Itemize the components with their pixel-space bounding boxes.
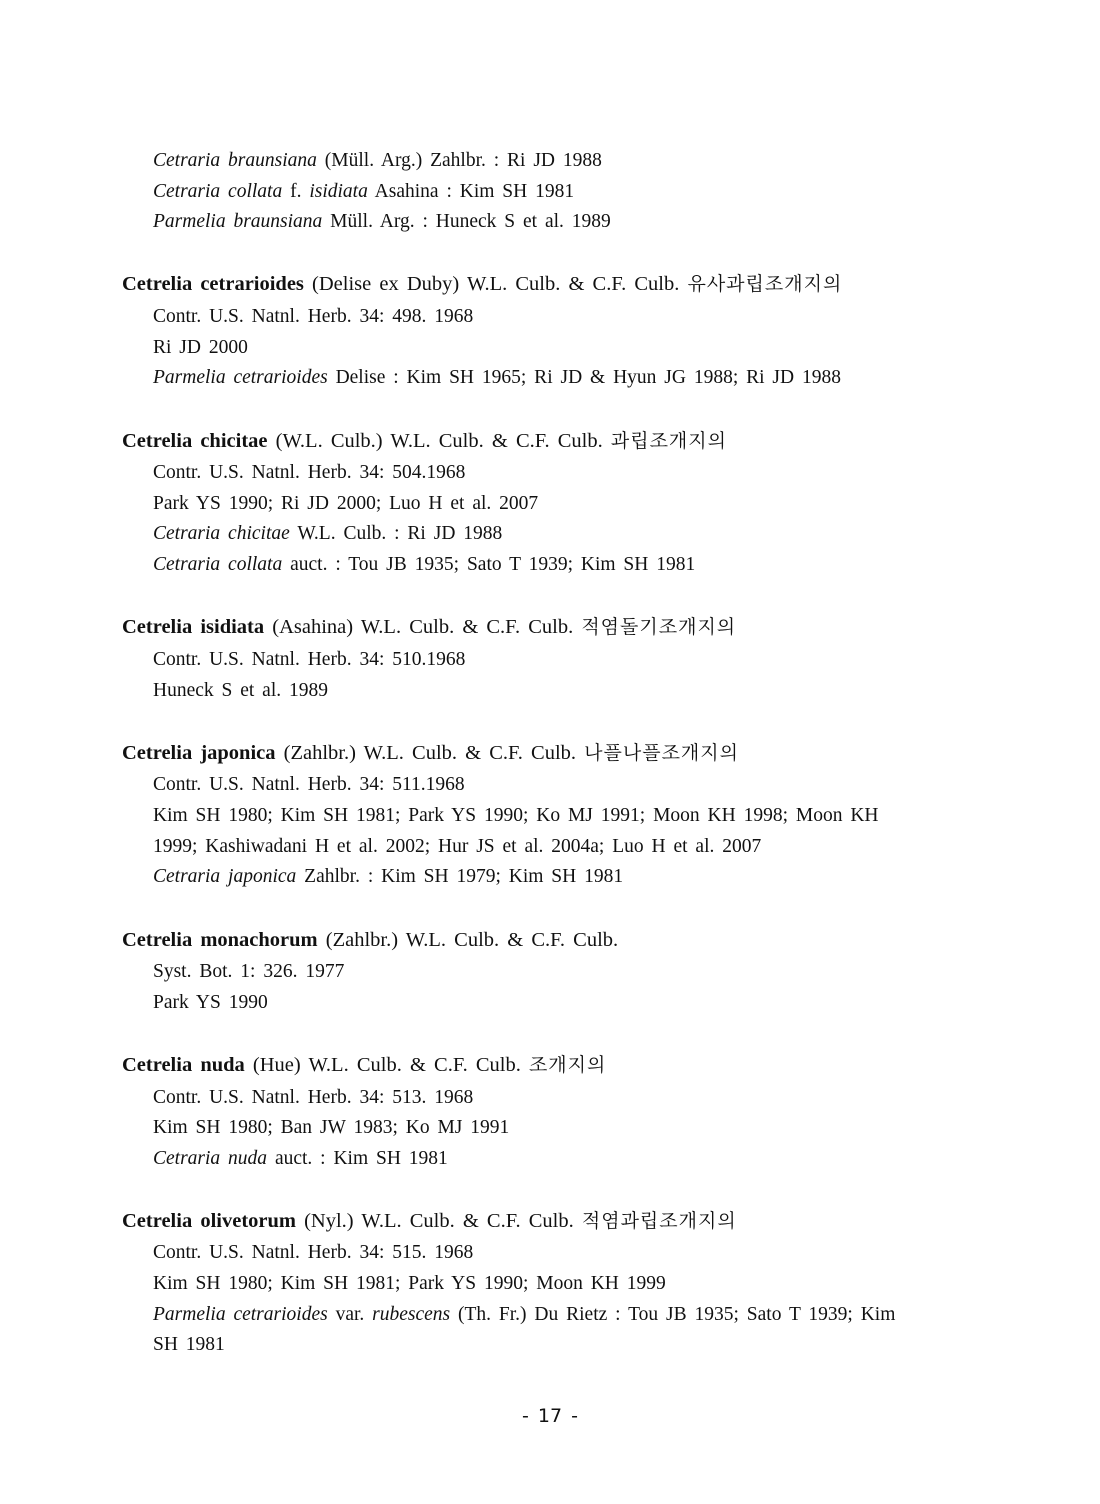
species-name: Cetrelia olivetorum [122, 1210, 296, 1232]
korean-name: 과립조개지의 [610, 430, 727, 452]
synonym-line [153, 365, 841, 391]
species-author: (Hue) W.L. Culb. & C.F. Culb. [252, 1054, 521, 1076]
synonym-name: Cetraria chicitae [153, 523, 290, 544]
synonym-detail: (Müll. Arg.) Zahlbr. : Ri JD 1988 [324, 150, 602, 171]
synonym-line [153, 209, 611, 235]
synonym-detail: Asahina : Kim SH 1981 [374, 181, 575, 202]
species-author: (Nyl.) W.L. Culb. & C.F. Culb. [304, 1210, 574, 1232]
species-author: (W.L. Culb.) W.L. Culb. & C.F. Culb. [275, 430, 603, 452]
korean-name: 조개지의 [528, 1054, 607, 1076]
synonym-detail: auct. : Kim SH 1981 [274, 1148, 448, 1169]
species-author: (Asahina) W.L. Culb. & C.F. Culb. [272, 616, 574, 638]
citation: Contr. U.S. Natnl. Herb. 34: 513. 1968 [153, 1087, 474, 1108]
species-heading [122, 428, 727, 454]
citation: Contr. U.S. Natnl. Herb. 34: 498. 1968 [153, 306, 474, 327]
citation: Contr. U.S. Natnl. Herb. 34: 504.1968 [153, 462, 466, 483]
species-author: (Zahlbr.) W.L. Culb. & C.F. Culb. [283, 742, 577, 764]
synonym-name: Parmelia cetrarioides [153, 1304, 328, 1325]
synonym-name: Cetraria collata [153, 554, 283, 575]
species-name: Cetrelia cetrarioides [122, 273, 304, 295]
synonym-name: Parmelia cetrarioides [153, 367, 328, 388]
species-heading [122, 614, 736, 640]
species-name: Cetrelia nuda [122, 1054, 245, 1076]
synonym-name: Cetraria nuda [153, 1148, 268, 1169]
species-heading [122, 927, 618, 953]
synonym-continued: SH 1981 [153, 1334, 225, 1355]
korean-name: 적염돌기조개지의 [581, 616, 737, 638]
species-author: (Zahlbr.) W.L. Culb. & C.F. Culb. [325, 929, 619, 951]
references: Park YS 1990; Ri JD 2000; Luo H et al. 2007 [153, 493, 539, 514]
species-name: Cetrelia chicitae [122, 430, 268, 452]
species-author: (Delise ex Duby) W.L. Culb. & C.F. Culb. [312, 273, 680, 295]
synonym-detail: (Th. Fr.) Du Rietz : Tou JB 1935; Sato T 1939; Kim [458, 1304, 896, 1325]
synonym-line [153, 148, 602, 174]
synonym-epithet: rubescens [372, 1304, 451, 1325]
synonym-epithet: isidiata [309, 181, 368, 202]
citation: Contr. U.S. Natnl. Herb. 34: 515. 1968 [153, 1242, 474, 1263]
species-heading [122, 1052, 606, 1078]
synonym-name: Cetraria braunsiana [153, 150, 317, 171]
synonym-name: Cetraria collata [153, 181, 283, 202]
synonym-detail: Zahlbr. : Kim SH 1979; Kim SH 1981 [304, 866, 624, 887]
references: Kim SH 1980; Ban JW 1983; Ko MJ 1991 [153, 1117, 510, 1138]
citation: Syst. Bot. 1: 326. 1977 [153, 961, 345, 982]
references: Kim SH 1980; Kim SH 1981; Park YS 1990; Moon KH 1999 [153, 1273, 666, 1294]
synonym-line [153, 521, 502, 547]
synonym-line [153, 179, 574, 205]
synonym-rank: f. [290, 181, 302, 202]
synonym-detail: auct. : Tou JB 1935; Sato T 1939; Kim SH 1981 [290, 554, 696, 575]
species-heading [122, 1208, 737, 1234]
references: Huneck S et al. 1989 [153, 680, 329, 701]
species-name: Cetrelia isidiata [122, 616, 265, 638]
species-name: Cetrelia monachorum [122, 929, 318, 951]
citation: Contr. U.S. Natnl. Herb. 34: 510.1968 [153, 649, 466, 670]
references: Park YS 1990 [153, 992, 268, 1013]
synonym-line [153, 1146, 448, 1172]
references: Kim SH 1980; Kim SH 1981; Park YS 1990; Ko MJ 1991; Moon KH 1998; Moon KH [153, 805, 879, 826]
synonym-line [153, 864, 623, 890]
korean-name: 유사과립조개지의 [687, 273, 843, 295]
species-heading [122, 740, 739, 766]
species-heading [122, 271, 842, 297]
species-name: Cetrelia japonica [122, 742, 276, 764]
synonym-line [153, 552, 695, 578]
references: Ri JD 2000 [153, 337, 248, 358]
korean-name: 나플나플조개지의 [584, 742, 739, 764]
synonym-name: Parmelia braunsiana [153, 211, 323, 232]
references-continued: 1999; Kashiwadani H et al. 2002; Hur JS et al. 2004a; Luo H et al. 2007 [153, 836, 762, 857]
page-number: - 17 - [522, 1405, 578, 1427]
synonym-detail: Delise : Kim SH 1965; Ri JD & Hyun JG 1988; Ri JD 1988 [335, 367, 841, 388]
synonym-name: Cetraria japonica [153, 866, 297, 887]
synonym-detail: W.L. Culb. : Ri JD 1988 [297, 523, 503, 544]
synonym-detail: Müll. Arg. : Huneck S et al. 1989 [330, 211, 611, 232]
synonym-line [153, 1302, 895, 1328]
citation: Contr. U.S. Natnl. Herb. 34: 511.1968 [153, 774, 465, 795]
synonym-rank: var. [335, 1304, 365, 1325]
korean-name: 적염과립조개지의 [581, 1210, 737, 1232]
